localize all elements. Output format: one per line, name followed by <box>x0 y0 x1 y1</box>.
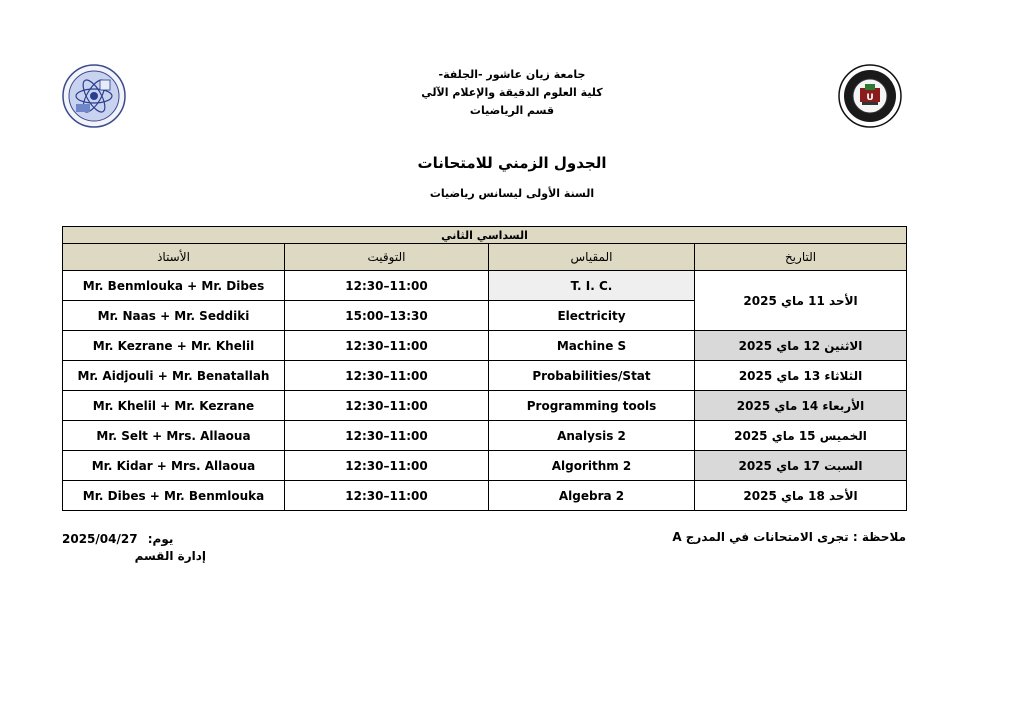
module-cell: Algorithm 2 <box>489 451 695 481</box>
date-cell: السبت 17 ماي 2025 <box>695 451 907 481</box>
exam-location-note: ملاحظة : تجرى الامتحانات في المدرج A <box>672 530 906 544</box>
issue-date <box>62 532 173 546</box>
exam-schedule-table <box>62 226 907 511</box>
time-cell: 12:30–11:00 <box>285 451 489 481</box>
department-name: قسم الرياضيات <box>469 104 555 117</box>
issue-date-value: 2025/04/27 <box>62 532 138 546</box>
time-cell: 12:30–11:00 <box>285 421 489 451</box>
table-row <box>63 331 907 361</box>
module-cell: Machine S <box>489 331 695 361</box>
date-cell: الأحد 18 ماي 2025 <box>695 481 907 511</box>
faculty-logo <box>62 64 126 128</box>
svg-text:U: U <box>866 93 874 103</box>
institution-header <box>362 66 662 120</box>
department-signature: إدارة القسم <box>134 549 206 563</box>
teacher-cell: Mr. Selt + Mrs. Allaoua <box>63 421 285 451</box>
table-row <box>63 361 907 391</box>
module-cell: Analysis 2 <box>489 421 695 451</box>
table-row <box>63 421 907 451</box>
page-title: الجدول الزمني للامتحانات <box>417 154 607 172</box>
table-row <box>63 481 907 511</box>
time-cell: 12:30–11:00 <box>285 361 489 391</box>
date-cell: الخميس 15 ماي 2025 <box>695 421 907 451</box>
date-cell: الأربعاء 14 ماي 2025 <box>695 391 907 421</box>
date-cell: الثلاثاء 13 ماي 2025 <box>695 361 907 391</box>
teacher-cell: Mr. Kezrane + Mr. Khelil <box>63 331 285 361</box>
column-header-date: التاريخ <box>695 244 907 271</box>
date-cell: الاثنين 12 ماي 2025 <box>695 331 907 361</box>
column-header-module: المقياس <box>489 244 695 271</box>
module-cell: Electricity <box>489 301 695 331</box>
time-cell: 12:30–11:00 <box>285 481 489 511</box>
module-cell: Programming tools <box>489 391 695 421</box>
date-cell: الأحد 11 ماي 2025 <box>695 271 907 331</box>
teacher-cell: Mr. Khelil + Mr. Kezrane <box>63 391 285 421</box>
time-cell: 12:30–11:00 <box>285 391 489 421</box>
issue-date-label: يوم: <box>147 532 174 546</box>
time-cell: 12:30–11:00 <box>285 271 489 301</box>
time-cell: 12:30–11:00 <box>285 331 489 361</box>
university-name: جامعة زيان عاشور -الجلفة- <box>438 68 586 81</box>
table-row <box>63 391 907 421</box>
table-row <box>63 451 907 481</box>
teacher-cell: Mr. Benmlouka + Mr. Dibes <box>63 271 285 301</box>
teacher-cell: Mr. Kidar + Mrs. Allaoua <box>63 451 285 481</box>
faculty-name: كلية العلوم الدقيقة والإعلام الآلي <box>421 86 603 99</box>
time-cell: 15:00–13:30 <box>285 301 489 331</box>
column-header-time: التوقيت <box>285 244 489 271</box>
university-logo <box>838 64 902 128</box>
page-subtitle: السنة الأولى ليسانس رياضيات <box>429 187 595 200</box>
teacher-cell: Mr. Naas + Mr. Seddiki <box>63 301 285 331</box>
teacher-cell: Mr. Aidjouli + Mr. Benatallah <box>63 361 285 391</box>
semester-header: السداسي الثاني <box>63 227 907 244</box>
column-header-teacher: الأستاذ <box>63 244 285 271</box>
teacher-cell: Mr. Dibes + Mr. Benmlouka <box>63 481 285 511</box>
module-cell: Probabilities/Stat <box>489 361 695 391</box>
module-cell: Algebra 2 <box>489 481 695 511</box>
table-row <box>63 271 907 301</box>
module-cell: T. I. C. <box>489 271 695 301</box>
